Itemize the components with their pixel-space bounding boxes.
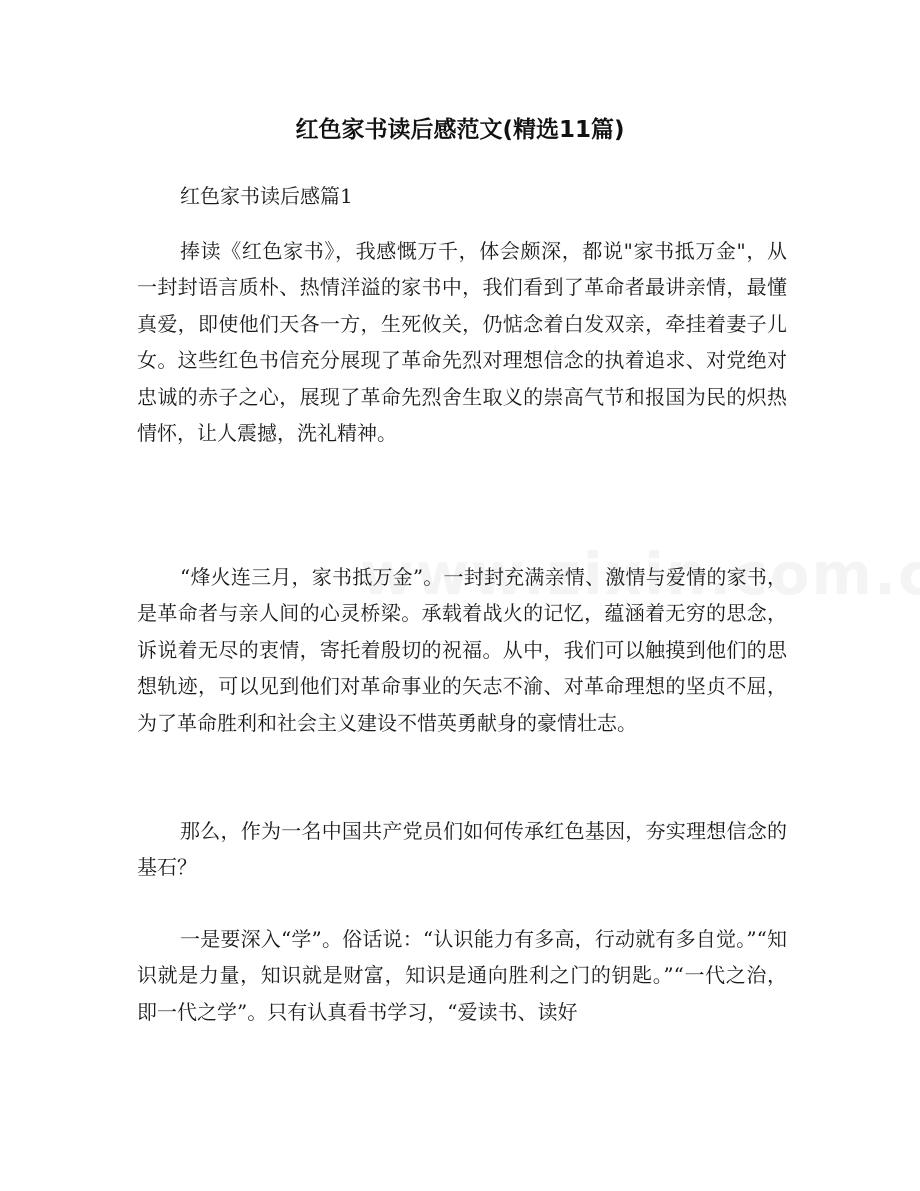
paragraph-1: 捧读《红色家书》，我感慨万千，体会颇深，都说"家书抵万金"，从一封封语言质朴、热情洋溢的家书中，我们看到了革命者最讲亲情，最懂真爱，即使他们天各一方，生死攸关，仍惦念着白发双亲，牵挂着妻子儿女。这些红色书信充分展现了革命先烈对理想信念的执着追求、对党绝对忠诚的赤子之心，展现了革命先烈舍生取义的崇高气节和报国为民的炽热情怀，让人震撼，洗礼精神。 — [137, 239, 787, 446]
document-title: 红色家书读后感范文(精选11篇) — [295, 117, 625, 143]
paragraph-3: 那么，作为一名中国共产党员们如何传承红色基因，夯实理想信念的基石？ — [137, 819, 787, 880]
section-heading: 红色家书读后感篇1 — [180, 184, 353, 208]
paragraph-4: 一是要深入“学”。俗话说：“认识能力有多高，行动就有多自觉。”“知识就是力量，知识就是财富，知识是通向胜利之门的钥匙。”“一代之治，即一代之学”。只有认真看书学习，“爱读书、读好 — [137, 927, 787, 1024]
paragraph-2: “烽火连三月，家书抵万金”。一封封充满亲情、激情与爱情的家书，是革命者与亲人间的心灵桥梁。承载着战火的记忆，蕴涵着无穷的思念，诉说着无尽的衷情，寄托着殷切的祝福。从中，我们可以触摸到他们的思想轨迹，可以见到他们对革命事业的矢志不渝、对革命理想的坚贞不屈，为了革命胜利和社会主义建设不惜英勇献身的豪情壮志。 — [137, 565, 787, 735]
